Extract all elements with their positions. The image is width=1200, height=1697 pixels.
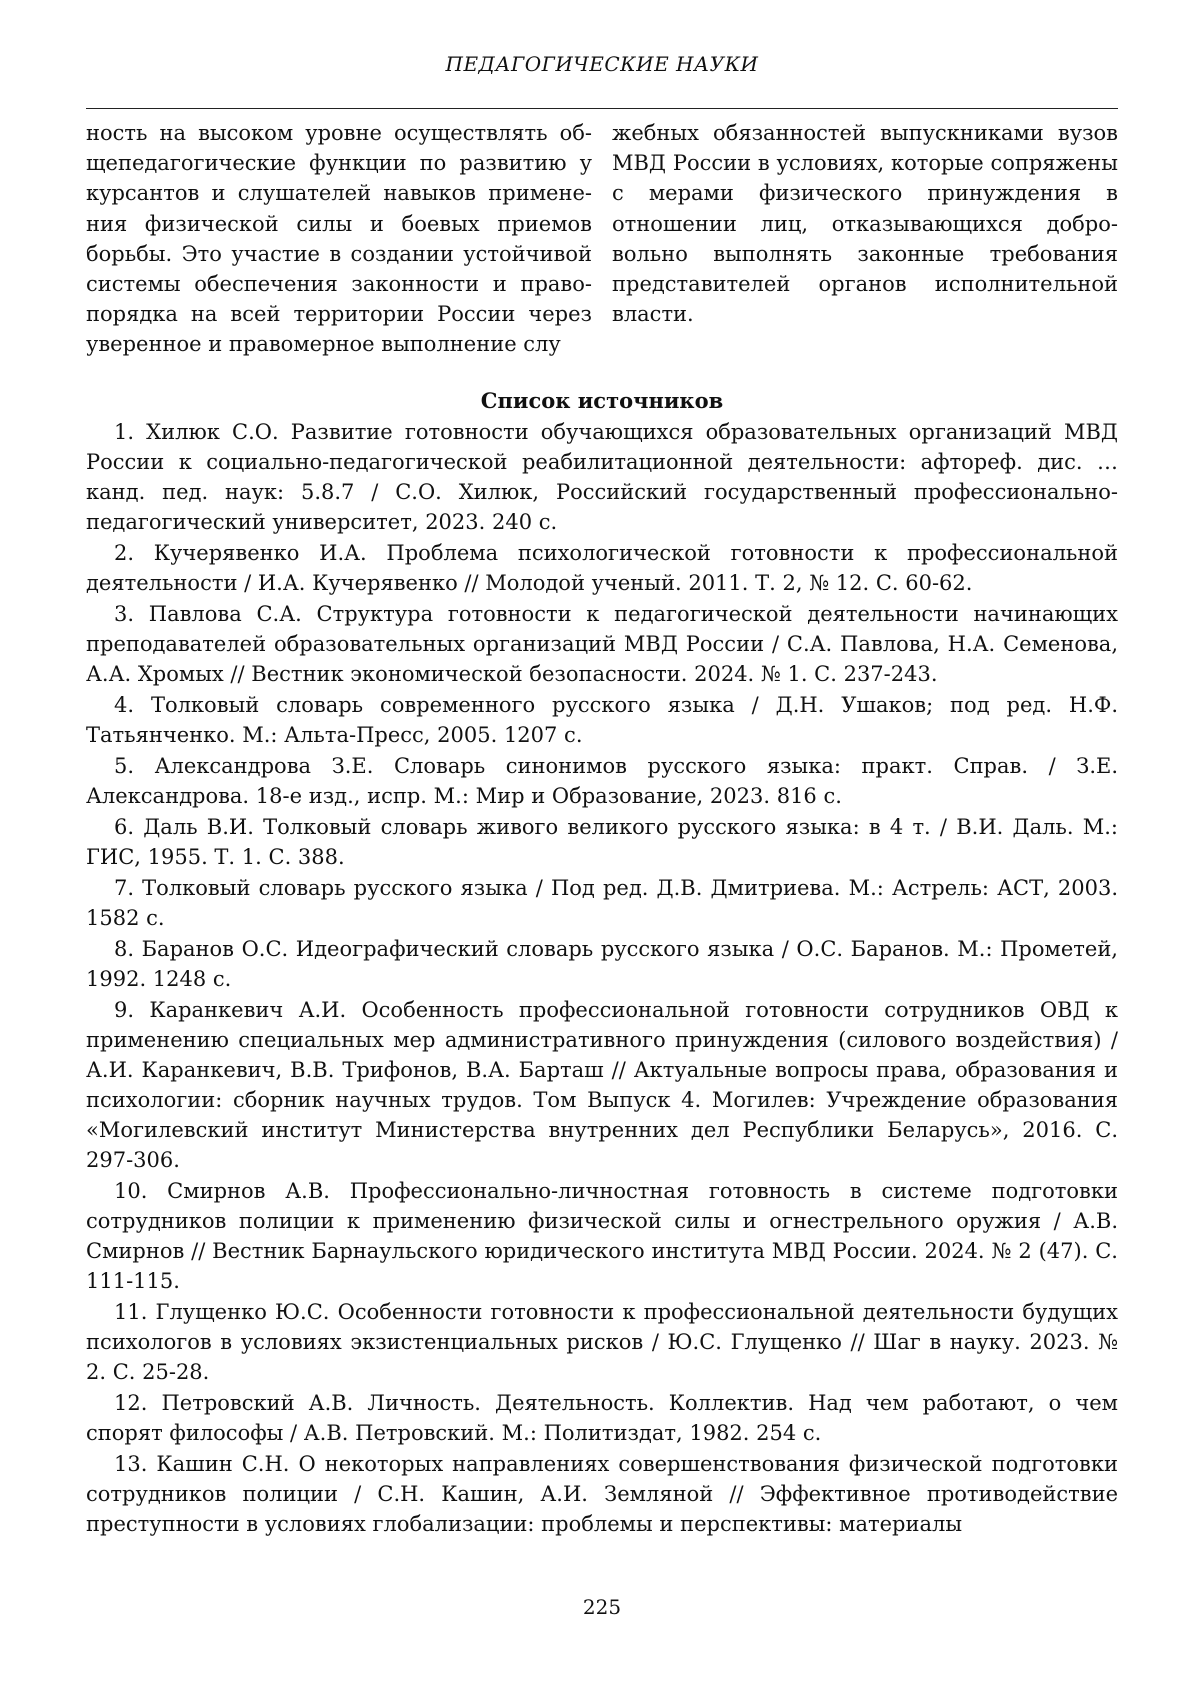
references-title: Список источников	[480, 388, 724, 413]
right-column-text: жебных обязанностей выпускниками вузов МВД России в условиях, которые сопряжены с мерами физического принуждения в отношении лиц, отказывающихся добровольно выполнять законные требования представителей органов исполнительной власти.	[612, 121, 1118, 327]
reference-item-11: 11. Глущенко Ю.С. Особенности готовности к профессиональной деятельности будущих психологов в условиях экзистенциальных рисков / Ю.С. Глущенко // Шаг в науку. 2023. № 2. С. 25-28.	[86, 1300, 1118, 1384]
reference-item-9: 9. Каранкевич А.И. Особенность профессиональной готовности сотрудников ОВД к применению специальных мер административного принуждения (силового воздействия) / А.И. Каранкевич, В.В. Трифонов, В.А. Барташ // Актуальные вопросы права, образования и психологии: сборник научных трудов. Том Выпуск 4. Могилев: Учреждение образования «Могилевский институт Министерства внутренних дел Республики Беларусь», 2016. С. 297-306.	[86, 998, 1118, 1172]
reference-item-1: 1. Хилюк С.О. Развитие готовности обучающихся образовательных организаций МВД России к социально-педагогической реабилитационной деятельности: афтореф. дис. … канд. пед. наук: 5.8.7 / С.О. Хилюк, Российский государственный профессионально-педагогический университет, 2023. 240 с.	[86, 420, 1118, 534]
reference-item-8: 8. Баранов О.С. Идеографический словарь русского языка / О.С. Баранов. М.: Прометей, 1992. 1248 с.	[86, 937, 1118, 991]
reference-item-2: 2. Кучерявенко И.А. Проблема психологической готовности к профессиональной деятельности / И.А. Кучерявенко // Молодой ученый. 2011. Т. 2, № 12. С. 60-62.	[86, 541, 1118, 595]
body-columns	[86, 118, 1118, 360]
references-section	[86, 386, 1118, 1540]
header-rule	[86, 108, 1118, 109]
running-header: ПЕДАГОГИЧЕСКИЕ НАУКИ	[445, 52, 759, 76]
page-number: 225	[582, 1595, 622, 1619]
reference-item-6: 6. Даль В.И. Толковый словарь живого великого русского языка: в 4 т. / В.И. Даль. М.: ГИС, 1955. Т. 1. С. 388.	[86, 815, 1118, 869]
reference-item-7: 7. Толковый словарь русского языка / Под ред. Д.В. Дмитриева. М.: Астрель: АСТ, 2003. 1582 с.	[86, 876, 1118, 930]
reference-item-13: 13. Кашин С.Н. О некоторых направлениях совершенствования физической подготовки сотрудников полиции / С.Н. Кашин, А.И. Земляной // Эффективное противодействие преступности в условиях глобализации: проблемы и перспективы: материалы	[86, 1452, 1118, 1536]
reference-item-12: 12. Петровский А.В. Личность. Деятельность. Коллектив. Над чем работают, о чем спорят философы / А.В. Петровский. М.: Политиздат, 1982. 254 с.	[86, 1391, 1118, 1445]
reference-item-3: 3. Павлова С.А. Структура готовности к педагогической деятельности начинающих преподавателей образовательных организаций МВД России / С.А. Павлова, Н.А. Семенова, А.А. Хромых // Вестник экономической безопасности. 2024. № 1. С. 237-243.	[86, 602, 1118, 686]
reference-item-5: 5. Александрова З.Е. Словарь синонимов русского языка: практ. Справ. / З.Е. Александрова. 18-е изд., испр. М.: Мир и Образование, 2023. 816 с.	[86, 754, 1118, 808]
reference-item-10: 10. Смирнов А.В. Профессионально-личностная готовность в системе подготовки сотрудников полиции к применению физической силы и огнестрельного оружия / А.В. Смирнов // Вестник Барнаульского юридического института МВД России. 2024. № 2 (47). С. 111-115.	[86, 1179, 1118, 1293]
reference-item-4: 4. Толковый словарь современного русского языка / Д.Н. Ушаков; под ред. Н.Ф. Татьянченко. М.: Альта-Пресс, 2005. 1207 с.	[86, 693, 1118, 747]
left-column-text: ность на высоком уровне осуществлять общепедагогические функции по развитию у курсантов и слушателей навыков применения физической силы и боевых приемов борьбы. Это участие в создании устойчивой системы обеспечения законности и правопорядка на всей территории России через уверенное и правомерное выполнение слу	[86, 121, 592, 357]
